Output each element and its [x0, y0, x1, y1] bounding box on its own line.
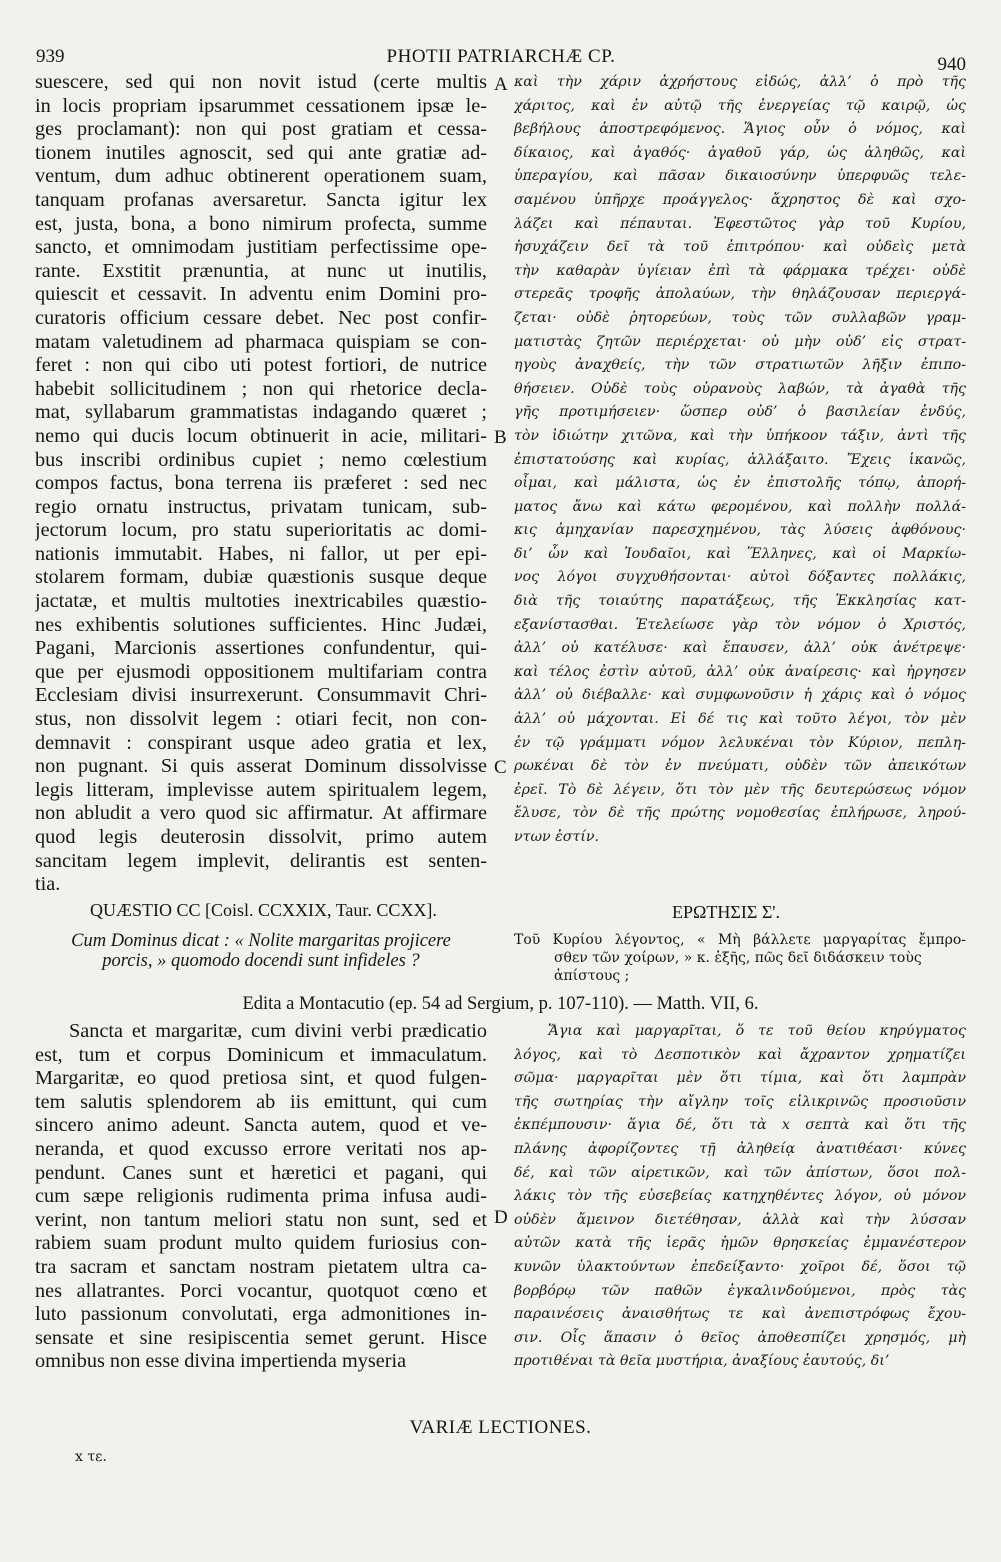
text-line: ὑπεραγίου, καὶ πᾶσαν δικαιοσύνην ὑπερφυῶς τελε-: [514, 168, 966, 185]
question-subtitle-greek: [514, 931, 966, 985]
latin-column-top: [35, 71, 487, 897]
text-line: jectorum locum, pro statu superioritatis ac domi-: [35, 519, 487, 542]
text-line: λάκις τὸν τῆς εὐσεβείας κατηχηθέντες λόγον, οὐ μόνον: [514, 1188, 966, 1205]
greek-column-top: [514, 71, 966, 850]
text-line: εξανίστασθαι. Ἐτελείωσε γὰρ τὸν νόμον ὁ Χριστός,: [514, 616, 966, 633]
text-line: θήσειεν. Οὐδὲ τοὺς οὐρανοὺς λαβών, τὰ ἀγαθὰ τῆς: [514, 380, 966, 397]
text-line: ηγοὺς ἀναχθείς, τὴν τῶν στρατιωτῶν λῆξιν ἐπιπο-: [514, 357, 966, 374]
text-line: ἐπιστατούσης καὶ κυρίας, ἀλλάξαιτο. Ἔχεις ἱκανῶς,: [514, 451, 966, 468]
text-line: δίκαιος, καὶ ἀγαθός· ἀγαθοῦ γάρ, ὡς ἀληθῶς, καὶ: [514, 144, 966, 161]
text-line: λάζει καὶ πέπαυται. Ἐφεστῶτος γὰρ τοῦ Κυρίου,: [514, 215, 966, 232]
text-line: νος λόγοι συγχυθήσονται· αὐτοὶ δόξαντες πολλάκις,: [514, 569, 966, 586]
text-line: habebit sollicitudinem ; non qui rhetorice decla-: [35, 377, 487, 400]
text-line: οἶμαι, καὶ μάλιστα, ὡς ἐν ἐπιστολῆς τόπῳ, ἀπορή-: [514, 475, 966, 492]
text-line: σῶμα· μαργαρῖται μὲν ὅτι τίμια, καὶ ὅτι λαμπρὰν: [514, 1070, 966, 1087]
text-line: ἡσυχάζειν δεῖ τὰ τοῦ ἐπιτρόπου· καὶ οὐδεὶς μετὰ: [514, 239, 966, 256]
subtitle-line: Cum Dominus dicat : « Nolite margaritas projicere: [71, 931, 451, 951]
variae-lectiones-heading: VARIÆ LECTIONES.: [409, 1417, 592, 1438]
text-line: γῆς προτιμήσειεν· ὥσπερ οὐδ’ ὁ βασιλείαν ἐνδύς,: [514, 404, 966, 421]
text-line: τὴν καθαρὰν ὑγίειαν ἐπὶ τὰ φάρμακα τρέχει· οὐδὲ: [514, 262, 966, 279]
text-line: βεβήλους ἀποστρεφόμενος. Ἅγιος οὖν ὁ νόμος, καὶ: [514, 121, 966, 138]
text-line: verint, non tantum meliori statu non sunt, sed et: [35, 1208, 487, 1231]
text-line: ζεται· οὐδὲ ῥητορεύων, τοὺς τῶν συλλαβῶν γραμ-: [514, 309, 966, 326]
text-line: πλάνης ἀφορίζοντες τῇ ἀληθείᾳ ἀνατιθέασι· κύνες: [514, 1140, 966, 1157]
edition-note: Edita a Montacutio (ep. 54 ad Sergium, p. 107-110). — Matth. VII, 6.: [242, 994, 759, 1014]
subtitle-line: Τοῦ Κυρίου λέγοντος, « Μὴ βάλλετε μαργαρίτας ἔμπρο-: [514, 932, 966, 948]
margin-letter-d: D: [494, 1207, 508, 1228]
text-line: est, justa, bona, a bono nimirum profecta, summe: [35, 212, 487, 235]
text-line: ντων ἐστίν.: [514, 829, 600, 845]
text-line: sincero animo adeunt. Sancta autem, quod et ve-: [35, 1114, 487, 1137]
running-title: PHOTII PATRIARCHÆ CP.: [386, 46, 616, 67]
text-line: feret : non qui cibo uti potest fortiori, de nutrice: [35, 354, 487, 377]
text-line: κυνῶν ὑλακτούντων ἐπεδείξαντο· χοῖροι δέ, ὅσοι τῷ: [514, 1258, 966, 1275]
text-line: mat, syllabarum grammatistas indagando quæret ;: [35, 401, 487, 424]
footnote: x τε.: [75, 1449, 107, 1465]
text-line: αὐτῶν κατὰ τῆς ἱερᾶς ἡμῶν θρησκείας ἐμμανέστερον: [514, 1235, 966, 1252]
text-line: est, tum et corpus Dominicum et immaculatum.: [35, 1043, 487, 1066]
text-line: προτιθέναι τὰ θεῖα μυστήρια, ἀναξίους ἑαυτούς, δι’: [514, 1353, 890, 1370]
text-line: omnibus non esse divina impertienda myseria: [35, 1350, 407, 1373]
text-line: curatoris officium cessare debet. Nec post confir-: [35, 306, 487, 329]
text-line: sensate et sine resipiscentia semet gerunt. Hisce: [35, 1326, 487, 1349]
text-line: ἔλυσε, τὸν δὲ τῆς πρώτης νομοθεσίας ἐπλήρωσε, ληρού-: [514, 805, 966, 822]
text-line: compos factus, bona terrena iis præferet : sed nec: [35, 472, 487, 495]
text-line: σαμένου ὑπῆρχε προάγγελος· ἄχρηστος δὲ καὶ σχο-: [514, 191, 966, 208]
text-line: τῆς σωτηρίας τὴν αἴγλην τοῖς εἰλικρινῶς προσιοῦσιν: [514, 1093, 966, 1110]
text-line: tionem inutiles agnoscit, sed qui ante gratiæ ad-: [35, 141, 487, 164]
text-line: οὐδὲν ἄμεινον διετέθησαν, ἀλλὰ καὶ τὴν λύσσαν: [514, 1211, 966, 1228]
text-line: ges proclamant): non qui post gratiam et cessa-: [35, 118, 487, 141]
text-line: Ἅγια καὶ μαργαρῖται, ὅ τε τοῦ θείου κηρύγματος: [548, 1023, 966, 1039]
text-line: sancitam legem implevit, delirantis est senten-: [35, 849, 487, 872]
text-line: jactatæ, et multis multoties inextricabiles quæstio-: [35, 590, 487, 613]
text-line: καὶ τέλος ἐστὶν αὐτοῦ, ἀλλ’ οὐκ ἀναίρεσις· καὶ ἠργησεν: [514, 663, 966, 680]
text-line: σιν. Οἷς ἅπασιν ὁ θεῖος ἀποθεσπίζει χρησμός, μὴ: [514, 1329, 966, 1346]
text-line: καὶ τὴν χάριν ἀχρήστους εἰδώς, ἀλλ’ ὁ πρὸ τῆς: [514, 74, 966, 90]
margin-letter-a: A: [494, 74, 508, 95]
text-line: ἐκπέμπουσιν· ἅγια δέ, ὅτι τὰ x σεπτὰ καὶ ὅτι τῆς: [514, 1117, 966, 1134]
text-line: χάριτος, καὶ ἐν αὐτῷ τῆς ἐνεργείας τῷ καιρῷ, ὡς: [514, 97, 966, 114]
text-line: Pagani, Marcionis assertiones confundentur, qui-: [35, 637, 487, 660]
text-line: suescere, sed qui non novit istud (certe multis: [35, 71, 487, 93]
text-line: λόγος, καὶ τὸ Δεσποτικὸν καὶ ἄχραντον χρηματίζει: [514, 1046, 966, 1063]
latin-column-bottom: [35, 1020, 487, 1374]
text-line: Sancta et margaritæ, cum divini verbi prædicatio: [69, 1020, 487, 1042]
text-line: legis litteram, implevisse autem spiritualem legem,: [35, 778, 487, 801]
text-line: ἀλλ’ οὐ διέβαλλε· καὶ συμφωνοῦσιν ἡ χάρις καὶ ὁ νόμος: [514, 687, 966, 704]
text-line: διὰ τῆς τοιαύτης παρατάξεως, τῆς Ἐκκλησίας κατ-: [514, 593, 966, 610]
text-line: matam valetudinem ad pharmaca quispiam se con-: [35, 330, 487, 353]
text-line: que per ejusmodi oppositionem multifariam contra: [35, 660, 487, 683]
subtitle-line: ἀπίστους ;: [554, 968, 630, 984]
text-line: nemo qui ducis locum obtinuerit in acie, militari-: [35, 424, 487, 447]
text-line: ρωκέναι δὲ τὸν ἐν πνεύματι, οὐδὲν τῶν ἀπεικότων: [514, 758, 966, 775]
text-line: Margaritæ, eo quod pretiosa sint, et quod fulgen-: [35, 1067, 487, 1090]
text-line: ἀλλ’ οὐ μάχονται. Εἰ δέ τις καὶ τοῦτο λέγοι, τὸν μὲν: [514, 711, 966, 728]
text-line: Ecclesiam divisi insurrexerunt. Consummavit Chri-: [35, 684, 487, 707]
text-line: ἀλλ’ οὐ κατέλυσε· καὶ ἔπαυσεν, ἀλλ’ οὐκ ἀνέτρεψε·: [514, 640, 966, 657]
text-line: neranda, et quod excusso errore veritati nos ap-: [35, 1137, 487, 1160]
text-line: quiescit et cessavit. In adventu enim Domini pro-: [35, 283, 487, 306]
text-line: nes exhibentis solutiones sufficientes. Hinc Judæi,: [35, 613, 487, 636]
text-line: pendunt. Canes sunt et hæretici et pagani, qui: [35, 1161, 487, 1184]
text-line: luto passionum convolutati, erga admonitiones in-: [35, 1303, 487, 1326]
text-line: τὸν ἰδιώτην χιτῶνα, καὶ τὴν ὑπήκοον τάξιν, ἀντὶ τῆς: [514, 427, 966, 444]
subtitle-line: porcis, » quomodo docendi sunt infideles ?: [102, 951, 420, 971]
greek-column-bottom: [514, 1020, 966, 1374]
text-line: ματος ἄνω καὶ κάτω φερομένου, καὶ πολλὴν πολλά-: [514, 498, 966, 515]
text-line: παραινέσεις ἀναισθήτως τε καὶ ἀνεπιστρόφως ἔχου-: [514, 1306, 966, 1323]
text-line: ματιστὰς ζητῶν περιέρχεται· οὐ μὴν οὐδ’ εἰς στρατ-: [514, 333, 966, 350]
text-line: cum sæpe religionis rudimenta prima infusa audi-: [35, 1185, 487, 1208]
text-line: nationis immutabit. Habes, ni fallor, ut per epi-: [35, 542, 487, 565]
text-line: tra sacram et sanctam nostram pietatem ultra ca-: [35, 1255, 487, 1278]
text-line: ἐν τῷ γράμματι νόμον λελυκέναι τὸν Κύριον, πεπλη-: [514, 734, 966, 751]
margin-letter-b: B: [494, 427, 507, 448]
page-number-left: 939: [36, 46, 65, 67]
text-line: tia.: [35, 873, 61, 896]
text-line: non pugnant. Si quis asserat Dominum dissolvisse: [35, 755, 487, 778]
question-heading-greek: ΕΡΩΤΗΣΙΣ Σ'.: [672, 902, 781, 922]
question-subtitle-latin: [35, 931, 487, 971]
text-line: ἐρεῖ. Τὸ δὲ λέγειν, ὅτι τὸν μὲν τῆς δευτερώσεως νόμον: [514, 781, 966, 798]
text-line: κις ἀμηχανίαν παρεσχημένου, τὰς λύσεις ἀφθόνους·: [514, 522, 966, 539]
text-line: quod legis deuterosin dissolvit, primo autem: [35, 826, 487, 848]
question-heading-latin: QUÆSTIO CC [Coisl. CCXXIX, Taur. CCXX].: [90, 900, 437, 920]
text-line: rabiem suam produnt multo quidem furiosius con-: [35, 1232, 487, 1255]
text-line: tem salutis splendorem ab iis emittunt, qui cum: [35, 1090, 487, 1113]
text-line: bus inscribi ordinibus cupiet ; nemo cœlestium: [35, 448, 487, 471]
text-line: δι’ ὧν καὶ Ἰουδαῖοι, καὶ Ἕλληνες, καὶ οἱ Μαρκίω-: [514, 545, 966, 562]
margin-letter-c: C: [494, 757, 507, 778]
text-line: in locis propriam ipsarummet cessationem ipsæ le-: [35, 94, 487, 117]
text-line: δέ, καὶ τῶν αἱρετικῶν, καὶ τῶν ἀπίστων, ὅσοι πολ-: [514, 1164, 966, 1181]
text-line: στερεᾶς τροφῆς ἀπολαύων, τὴν θηλάζουσαν περιεργά-: [514, 286, 966, 303]
text-line: regio ornatu instructus, privatam tunicam, sub-: [35, 495, 487, 518]
text-line: non abludit a vero quod sic affirmatur. At affirmare: [35, 802, 487, 825]
subtitle-line: σθεν τῶν χοίρων, » κ. ἑξῆς, πῶς δεῖ διδάσκειν τοὺς: [554, 950, 922, 966]
text-line: stus, non dissolvit legem : otiari fecit, non con-: [35, 708, 487, 731]
text-line: demnavit : conspirant usque adeo gratia et lex,: [35, 731, 487, 754]
text-line: nes allatrantes. Porci vocantur, quotquot cœno et: [35, 1279, 487, 1302]
text-line: rante. Exstitit prænuntia, at nunc ut inutilis,: [35, 259, 487, 282]
text-line: βορβόρῳ τῶν παθῶν ἐγκαλινδούμενοι, πρὸς τὰς: [514, 1282, 966, 1299]
page-number-right: 940: [937, 54, 966, 75]
text-line: stolarem formam, dubiæ quæstionis susque deque: [35, 566, 487, 589]
text-line: ventum, dum adhuc obtinerent operationem suam,: [35, 165, 487, 188]
text-line: sancto, et omnimodam justitiam perfectissime ope-: [35, 236, 487, 259]
text-line: tanquam profanas aversaretur. Sancta igitur lex: [35, 188, 487, 211]
